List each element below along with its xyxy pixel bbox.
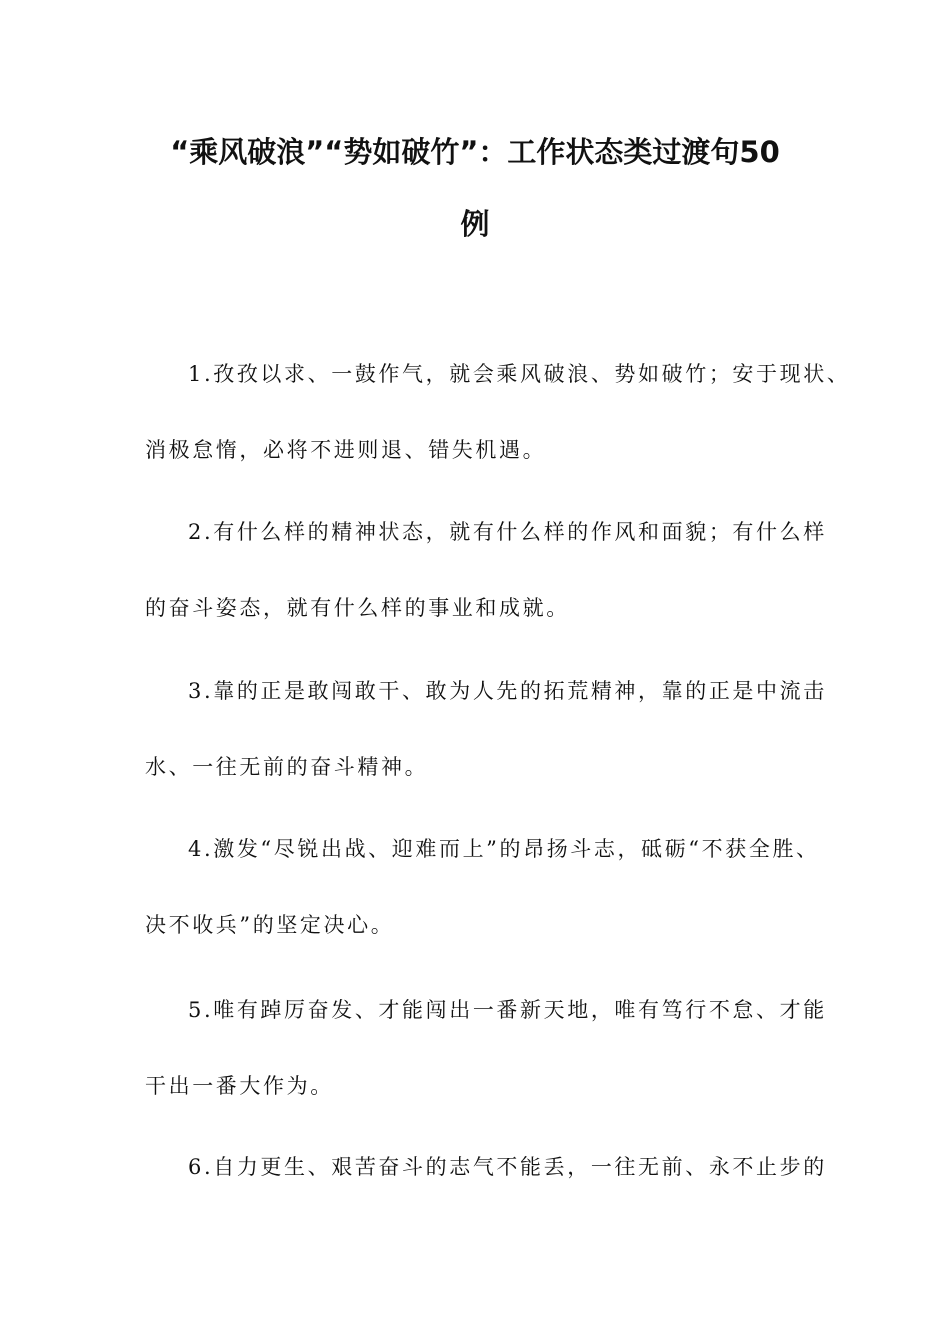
paragraph-5-line-2: 干出一番大作为。 xyxy=(145,1074,334,1098)
paragraph-2-line-2: 的奋斗姿态，就有什么样的事业和成就。 xyxy=(145,596,570,620)
paragraph-3-line-1: 3.靠的正是敢闯敢干、敢为人先的拓荒精神，靠的正是中流击 xyxy=(188,679,827,703)
paragraph-6-line-1: 6.自力更生、艰苦奋斗的志气不能丢，一往无前、永不止步的 xyxy=(188,1155,827,1179)
document-title-line-2: 例 xyxy=(460,207,490,241)
paragraph-2-line-1: 2.有什么样的精神状态，就有什么样的作风和面貌；有什么样 xyxy=(188,520,827,544)
paragraph-1-line-2: 消极怠惰，必将不进则退、错失机遇。 xyxy=(145,438,547,462)
paragraph-4-line-1: 4.激发“尽锐出战、迎难而上”的昂扬斗志，砥砺“不获全胜、 xyxy=(188,837,820,861)
paragraph-3-line-2: 水、一往无前的奋斗精神。 xyxy=(145,755,429,779)
paragraph-5-line-1: 5.唯有踔厉奋发、才能闯出一番新天地，唯有笃行不怠、才能 xyxy=(188,998,827,1022)
paragraph-4-line-2: 决不收兵”的坚定决心。 xyxy=(145,913,395,937)
paragraph-1-line-1: 1.孜孜以求、一鼓作气，就会乘风破浪、势如破竹；安于现状、 xyxy=(188,362,851,386)
document-title-line-1: “乘风破浪”“势如破竹”：工作状态类过渡句50 xyxy=(170,135,780,169)
